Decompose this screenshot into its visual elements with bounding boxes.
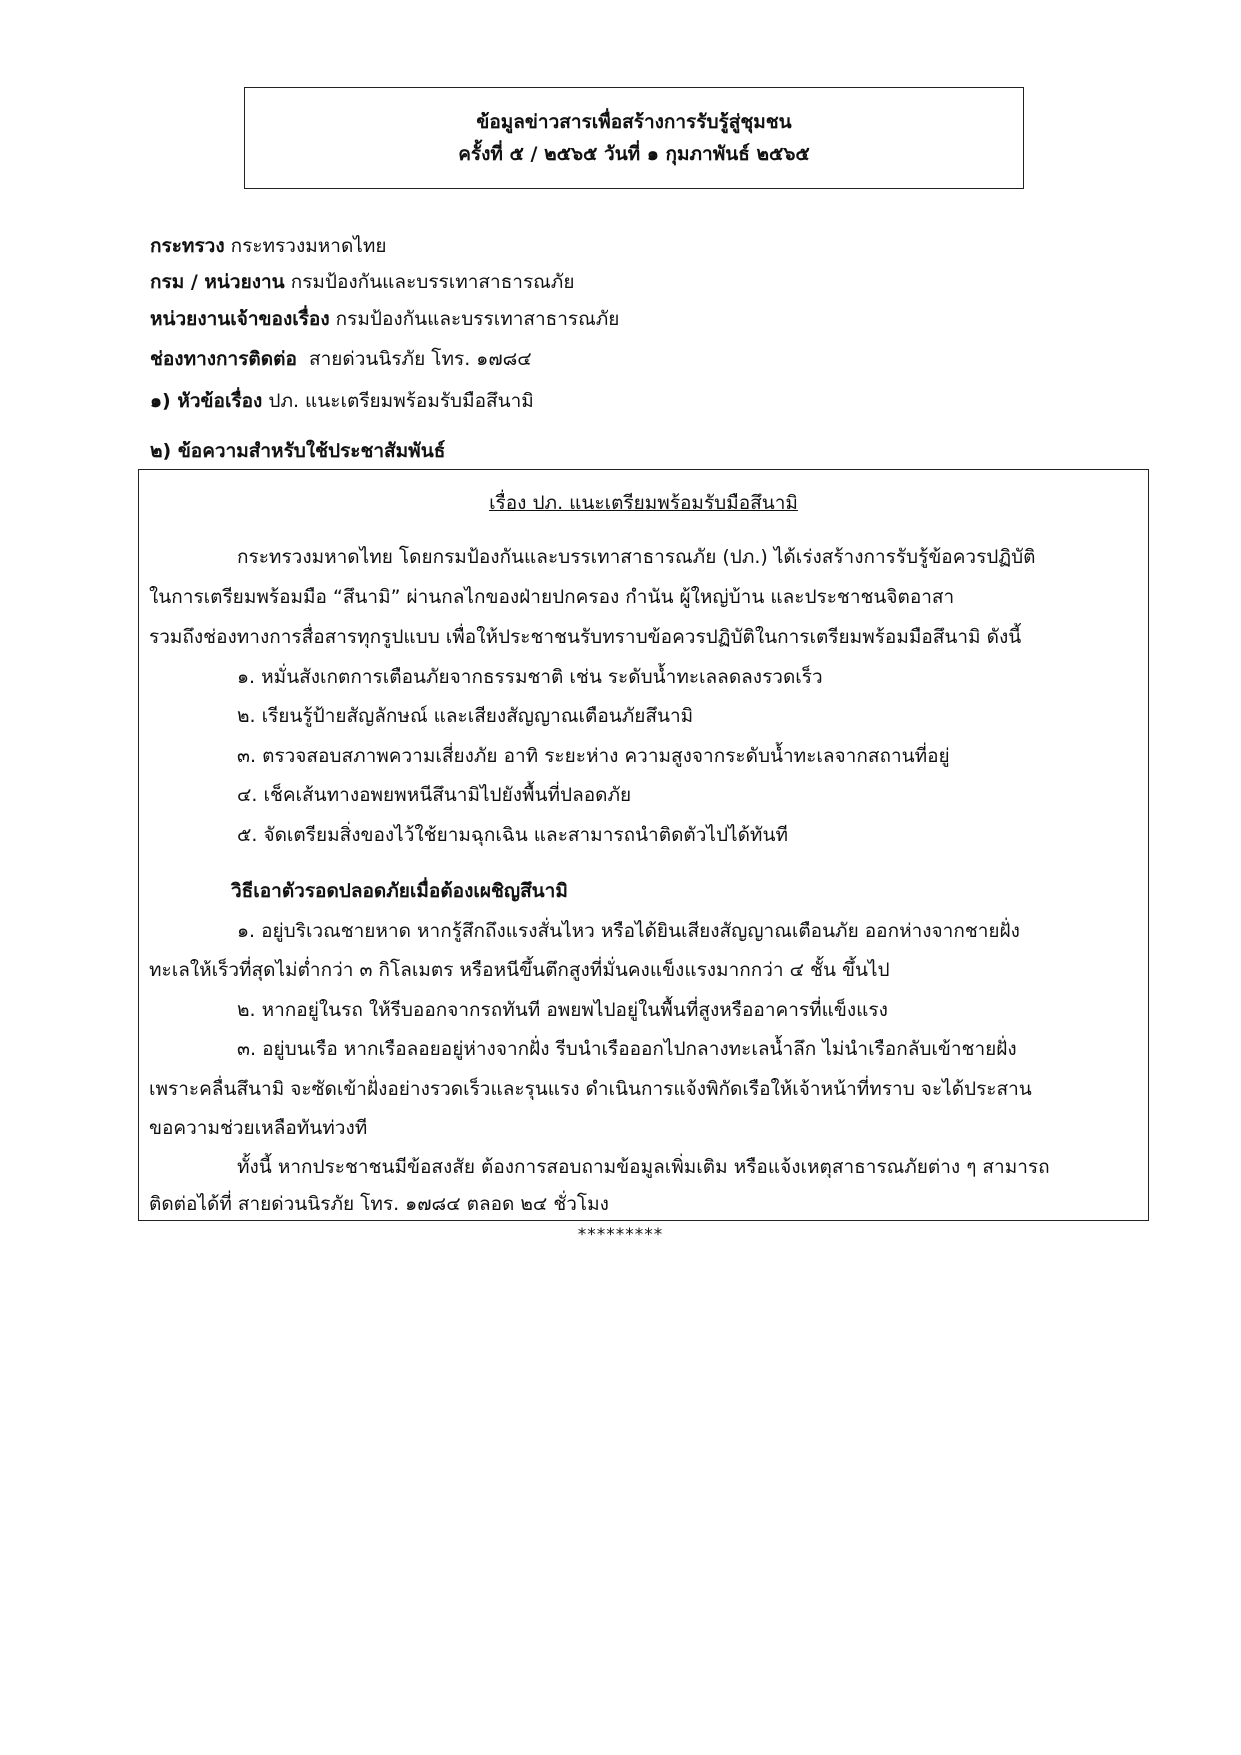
header-issue-date: ครั้งที่ ๕ / ๒๕๖๕ วันที่ ๑ กุมภาพันธ์ ๒๕๖๕ bbox=[458, 143, 810, 165]
survival-heading: วิธีเอาตัวรอดปลอดภัยเมื่อต้องเผชิญสึนามิ bbox=[231, 880, 568, 902]
contact-value: สายด่วนนิรภัย โทร. ๑๗๘๔ bbox=[308, 348, 532, 370]
prep-item: ๑. หมั่นสังเกตการเตือนภัยจากธรรมชาติ เช่น ระดับน้ำทะเลลดลงรวดเร็ว bbox=[237, 666, 823, 688]
survival-line: ขอความช่วยเหลือทันท่วงที bbox=[149, 1117, 368, 1139]
topic-label: ๑) หัวข้อเรื่อง bbox=[150, 390, 263, 412]
prep-item: ๕. จัดเตรียมสิ่งของไว้ใช้ยามฉุกเฉิน และสามารถนำติดตัวไปได้ทันที bbox=[237, 824, 788, 846]
intro-line: รวมถึงช่องทางการสื่อสารทุกรูปแบบ เพื่อให้ประชาชนรับทราบข้อควรปฏิบัติในการเตรียมพร้อมมือสึนามิ ดังนี้ bbox=[149, 626, 1022, 648]
closing-line: ติดต่อได้ที่ สายด่วนนิรภัย โทร. ๑๗๘๔ ตลอด ๒๔ ชั่วโมง bbox=[149, 1193, 609, 1215]
department-value: กรมป้องกันและบรรเทาสาธารณภัย bbox=[290, 271, 575, 293]
topic-row bbox=[150, 388, 534, 414]
header-title: ข้อมูลข่าวสารเพื่อสร้างการรับรู้สู่ชุมชน bbox=[476, 111, 792, 133]
ministry-row bbox=[150, 233, 387, 259]
contact-label: ช่องทางการติดต่อ bbox=[150, 348, 297, 370]
pr-label: ๒) ข้อความสำหรับใช้ประชาสัมพันธ์ bbox=[150, 440, 446, 462]
survival-line: เพราะคลื่นสึนามิ จะซัดเข้าฝั่งอย่างรวดเร็วและรุนแรง ดำเนินการแจ้งพิกัดเรือให้เจ้าหน้าที่ทราบ จะได้ประสาน bbox=[149, 1078, 1032, 1100]
prep-item: ๓. ตรวจสอบสภาพความเสี่ยงภัย อาทิ ระยะห่าง ความสูงจากระดับน้ำทะเลจากสถานที่อยู่ bbox=[237, 745, 950, 767]
owner-value: กรมป้องกันและบรรเทาสาธารณภัย bbox=[335, 308, 620, 330]
ministry-value: กระทรวงมหาดไทย bbox=[230, 235, 387, 257]
survival-line: ๑. อยู่บริเวณชายหาด หากรู้สึกถึงแรงสั่นไหว หรือได้ยินเสียงสัญญาณเตือนภัย ออกห่างจากชายฝั่ง bbox=[237, 920, 1020, 942]
owner-row bbox=[150, 306, 619, 332]
press-release-box bbox=[138, 469, 1149, 1221]
pr-heading bbox=[150, 438, 445, 464]
survival-line: ๒. หากอยู่ในรถ ให้รีบออกจากรถทันที อพยพไปอยู่ในพื้นที่สูงหรืออาคารที่แข็งแรง bbox=[237, 999, 888, 1021]
survival-line: ๓. อยู่บนเรือ หากเรือลอยอยู่ห่างจากฝั่ง รีบนำเรือออกไปกลางทะเลน้ำลึก ไม่นำเรือกลับเข้าชายฝั่ง bbox=[237, 1038, 1017, 1060]
contact-row bbox=[150, 346, 532, 372]
closing-line: ทั้งนี้ หากประชาชนมีข้อสงสัย ต้องการสอบถามข้อมูลเพิ่มเติม หรือแจ้งเหตุสาธารณภัยต่าง ๆ สามารถ bbox=[237, 1156, 1050, 1178]
topic-value: ปภ. แนะเตรียมพร้อมรับมือสึนามิ bbox=[268, 390, 534, 412]
prep-item: ๒. เรียนรู้ป้ายสัญลักษณ์ และเสียงสัญญาณเตือนภัยสึนามิ bbox=[237, 705, 694, 727]
owner-label: หน่วยงานเจ้าของเรื่อง bbox=[150, 308, 330, 330]
intro-line: กระทรวงมหาดไทย โดยกรมป้องกันและบรรเทาสาธารณภัย (ปภ.) ได้เร่งสร้างการรับรู้ข้อควรปฏิบัติ bbox=[237, 546, 1036, 568]
department-label: กรม / หน่วยงาน bbox=[150, 271, 285, 293]
ministry-label: กระทรวง bbox=[150, 235, 225, 257]
department-row bbox=[150, 269, 574, 295]
survival-line: ทะเลให้เร็วที่สุดไม่ต่ำกว่า ๓ กิโลเมตร หรือหนีขึ้นตึกสูงที่มั่นคงแข็งแรงมากกว่า ๔ ชั้น ขึ้นไป bbox=[149, 959, 890, 981]
end-marker: ********* bbox=[577, 1225, 664, 1245]
intro-line: ในการเตรียมพร้อมมือ “สึนามิ” ผ่านกลไกของฝ่ายปกครอง กำนัน ผู้ใหญ่บ้าน และประชาชนจิตอาสา bbox=[149, 586, 955, 608]
header-box bbox=[244, 87, 1024, 189]
prep-item: ๔. เช็คเส้นทางอพยพหนีสึนามิไปยังพื้นที่ปลอดภัย bbox=[237, 784, 632, 806]
article-title: เรื่อง ปภ. แนะเตรียมพร้อมรับมือสึนามิ bbox=[489, 492, 798, 514]
